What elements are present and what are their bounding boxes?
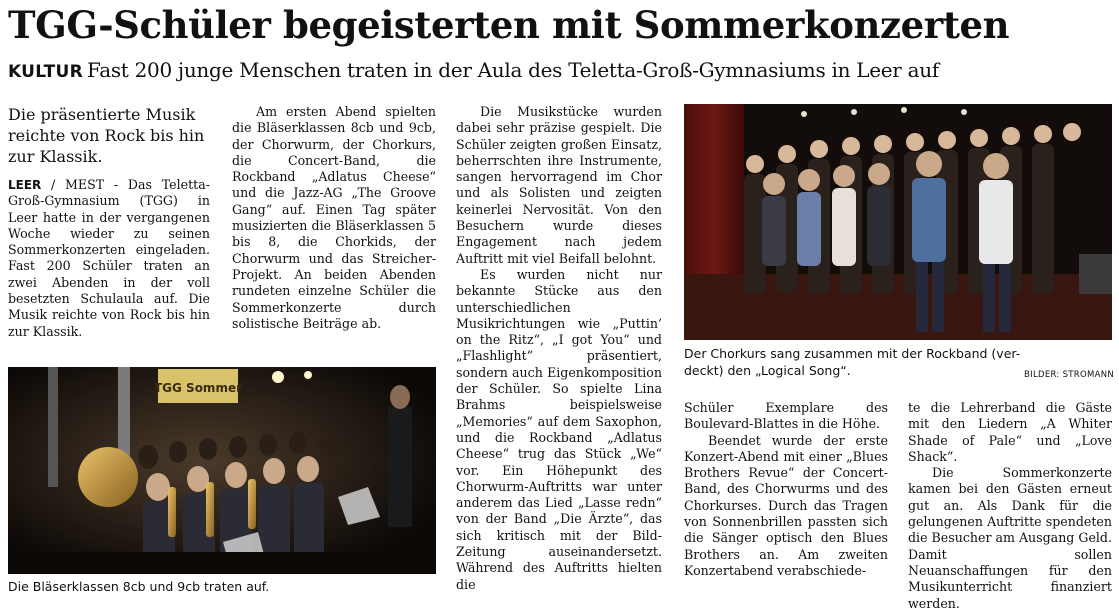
choir-photo-caption-line-2: deckt) den „Logical Song“. (684, 363, 851, 378)
teaser: Die präsentierte Musik reichte von Rock bis hin zur Klassik. (8, 105, 205, 166)
dateline: LEER (8, 178, 42, 192)
paragraph-5: Beendet wurde der erste Konzert-Abend mit einer „Blues Brothers Revue“ der Concert-Band, des Chorwurms und des Chorkurses. Durch das Tragen von Sonnenbrillen passten sich die Sänger optisch den Blues Brothers an. Am zweiten Konzertabend verabschiede- (684, 432, 888, 578)
paragraph-2: Am ersten Abend spielten die Bläserklassen 8cb und 9cb, der Chorwurm, der Chorkurs, die Concert-Band, die Rockband „Adlatus Cheese“ und die Jazz-AG „The Groove Gang“ auf. Einen Tag später musizierten die Bläserklassen 5 bis 8, die Chorkids, der Chorwurm und das Streicher-Projekt. An beiden Abenden rundeten einzelne Schüler die Sommerkonzerte durch solistische Beiträge ab. (232, 104, 436, 331)
paragraph-4-continued: Schüler Exemplare des Boulevard-Blattes in die Höhe. (684, 400, 888, 432)
article-column-5 (908, 400, 1112, 611)
subheadline-line (8, 56, 939, 86)
band-photo (8, 367, 436, 574)
article-column-3 (456, 104, 662, 596)
photo-credit: BILDER: STROMANN (1024, 370, 1115, 380)
headline: TGG-Schüler begeisterten mit Sommerkonzerten (8, 3, 1010, 47)
paragraph-1-text: / MEST - Das Teletta-Groß-Gymnasium (TGG) in Leer hatte in der vergangenen Woche wieder zu seinen Sommerkonzerten eingeladen. Fast 200 Schüler traten an zwei Abenden in der voll besetzten Schulaula auf. Die Musik reichte von Rock bis hin zur Klassik. (8, 177, 210, 339)
paragraph-6: Die Sommerkonzerte kamen bei den Gästen erneut gut an. Als Dank für die gelungenen Auftritte spendeten die Besucher am Ausgang Geld. Damit sollen Neuanschaffungen für den Musikunterricht finanziert werden. (908, 465, 1112, 611)
choir-photo-caption-line-1: Der Chorkurs sang zusammen mit der Rockband (ver- (684, 346, 1021, 361)
choir-photo-image (684, 104, 1112, 340)
choir-photo (684, 104, 1112, 340)
paragraph-3: Die Musikstücke wurden dabei sehr präzise gespielt. Die Schüler zeigten großen Einsatz, beherrschten ihre Instrumente, sangen hervorragend im Chor und als Solisten und zeigten keinerlei Nervosität. Von den Besuchern wurde dieses Engagement nach jedem Auftritt mit viel Beifall belohnt. (456, 104, 662, 266)
band-photo-caption: Die Bläserklassen 8cb und 9cb traten auf. (8, 579, 270, 594)
paragraph-4: Es wurden nicht nur bekannte Stücke aus den unterschiedlichen Musikrichtungen wie „Puttin’ on the Ritz“, „I got You“ und „Flashlight“ präsentiert, sondern auch Eigenkomposition der Schüler. So spielte Lina Brahms beispielsweise „Memories“ auf dem Saxophon, und die Rockband „Adlatus Cheese“ trug das Stück „We“ vor. Ein Höhepunkt des Chorwurm-Auftritts war unter anderem das Lied „Lasse redn“ von der Band „Die Ärzte“, das sich kritisch mit der Bild-Zeitung auseinandersetzt. Während des Auftritts hielten die (456, 266, 662, 592)
kicker-label: KULTUR (8, 62, 83, 82)
article-column-4 (684, 400, 888, 596)
article-column-1 (8, 104, 210, 340)
subheadline: Fast 200 junge Menschen traten in der Aula des Teletta-Groß-Gymnasiums in Leer auf (87, 58, 939, 82)
paragraph-5-continued: te die Lehrerband die Gäste mit den Liedern „A Whiter Shade of Pale“ und „Love Shack“. (908, 400, 1112, 464)
paragraph-1 (8, 177, 210, 340)
article-column-2 (232, 104, 436, 332)
concert-banner-text: TGG Sommer (153, 381, 243, 395)
band-photo-image (8, 367, 436, 574)
